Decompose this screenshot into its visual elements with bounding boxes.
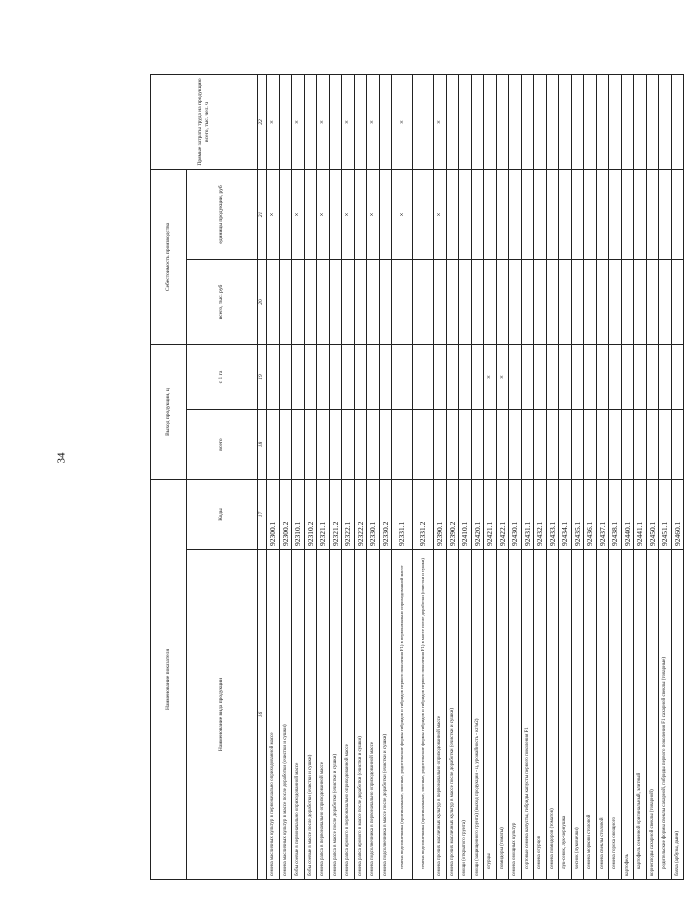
output-group-header: Выход продукции, ц [151, 344, 187, 479]
code-cell: 92331.1 [392, 480, 413, 550]
production-table [150, 74, 684, 880]
table-row [392, 74, 413, 879]
product-name-cell: лук-севок, лук-чернушка [559, 550, 572, 880]
value-cell [571, 169, 584, 259]
code-cell: 92431.1 [521, 480, 534, 550]
value-cell [521, 74, 534, 169]
value-cell: × [267, 169, 280, 259]
value-cell [267, 410, 280, 480]
value-cell [317, 259, 330, 344]
product-name-cell: семена прочих масличных культур в первоначально оприходованной массе [434, 550, 447, 880]
value-cell: × [292, 169, 305, 259]
value-cell [621, 169, 634, 259]
product-name-cell: семена моркови столовой [584, 550, 597, 880]
product-name-cell: бобы соевые в массе после доработки (очистки и сушки) [304, 550, 317, 880]
value-cell [459, 169, 472, 259]
code-cell: 92322.1 [342, 480, 355, 550]
value-cell [459, 259, 472, 344]
cost-unit-header: единицы продукции, руб [187, 169, 258, 259]
value-cell [329, 74, 342, 169]
value-cell [434, 259, 447, 344]
column-number: 16 [258, 550, 267, 880]
value-cell [671, 344, 684, 409]
value-cell [379, 259, 392, 344]
value-cell [634, 169, 647, 259]
value-cell [646, 169, 659, 259]
code-cell: 92300.2 [279, 480, 292, 550]
value-cell [534, 344, 547, 409]
table-row [413, 74, 434, 879]
column-numbers-row [258, 74, 267, 879]
code-cell: 92451.1 [659, 480, 672, 550]
table-row [484, 74, 497, 879]
value-cell [413, 169, 434, 259]
value-cell [304, 259, 317, 344]
table-row [559, 74, 572, 879]
value-cell [609, 169, 622, 259]
value-cell [559, 169, 572, 259]
value-cell [596, 410, 609, 480]
value-cell [546, 169, 559, 259]
value-cell [329, 169, 342, 259]
code-cell: 92430.1 [509, 480, 522, 550]
code-cell: 92441.1 [634, 480, 647, 550]
value-cell [521, 344, 534, 409]
product-name-cell: семена овощных культур [509, 550, 522, 880]
product-name-cell: овощи (защищенного грунта) (выход продукции - ц, урожайность - кг/м2) [471, 550, 484, 880]
value-cell [292, 259, 305, 344]
value-cell [329, 410, 342, 480]
code-cell: 92330.2 [379, 480, 392, 550]
value-cell [634, 344, 647, 409]
value-cell [634, 259, 647, 344]
table-row [459, 74, 472, 879]
value-cell [671, 74, 684, 169]
code-cell: 92331.2 [413, 480, 434, 550]
value-cell [413, 344, 434, 409]
code-cell: 92321.1 [317, 480, 330, 550]
value-cell [671, 259, 684, 344]
value-cell: × [342, 74, 355, 169]
value-cell [446, 259, 459, 344]
product-name-cell: родительские формы свеклы сахарной, гибриды первого поколения F1 сахарной свеклы (товарные) [659, 550, 672, 880]
table-row [546, 74, 559, 879]
output-per-ha-header: с 1 га [187, 344, 258, 409]
column-number: 22 [258, 74, 267, 169]
product-name-cell: семена помидоров (томатов) [546, 550, 559, 880]
value-cell [559, 410, 572, 480]
value-cell [584, 169, 597, 259]
code-cell: 92330.1 [367, 480, 380, 550]
code-cell: 92310.2 [304, 480, 317, 550]
value-cell [621, 74, 634, 169]
value-cell [317, 344, 330, 409]
table-row [609, 74, 622, 879]
value-cell [496, 169, 509, 259]
value-cell [354, 410, 367, 480]
value-cell: × [342, 169, 355, 259]
value-cell [446, 410, 459, 480]
value-cell: × [484, 344, 497, 409]
value-cell [279, 74, 292, 169]
product-name-cell: семена гороха овощного [609, 550, 622, 880]
value-cell [367, 344, 380, 409]
value-cell [609, 344, 622, 409]
value-cell [534, 74, 547, 169]
table-row [342, 74, 355, 879]
product-name-cell: семена прочих масличных культур в массе после доработки (очистки и сушки) [446, 550, 459, 880]
product-name-cell: картофель [621, 550, 634, 880]
table-row [367, 74, 380, 879]
value-cell [484, 74, 497, 169]
table-row [292, 74, 305, 879]
value-cell [304, 169, 317, 259]
value-cell [484, 259, 497, 344]
value-cell [546, 74, 559, 169]
value-cell [571, 259, 584, 344]
value-cell [659, 344, 672, 409]
value-cell [646, 410, 659, 480]
product-name-cell: бахча (арбузы, дыни) [671, 550, 684, 880]
value-cell [671, 169, 684, 259]
value-cell [304, 344, 317, 409]
table-row [571, 74, 584, 879]
code-cell: 92460.1 [671, 480, 684, 550]
value-cell: × [317, 74, 330, 169]
value-cell [279, 410, 292, 480]
code-cell: 92322.2 [354, 480, 367, 550]
value-cell [317, 410, 330, 480]
value-cell [329, 344, 342, 409]
code-cell: 92436.1 [584, 480, 597, 550]
product-name-cell: огурцы [484, 550, 497, 880]
value-cell [509, 259, 522, 344]
value-cell [609, 410, 622, 480]
value-cell [646, 74, 659, 169]
code-cell: 92440.1 [621, 480, 634, 550]
code-cell: 92300.1 [267, 480, 280, 550]
value-cell: × [496, 344, 509, 409]
table-row [646, 74, 659, 879]
value-cell [596, 74, 609, 169]
value-cell [559, 344, 572, 409]
value-cell [434, 344, 447, 409]
cost-total-header: всего, тыс. руб [187, 259, 258, 344]
table-row [659, 74, 672, 879]
value-cell [354, 74, 367, 169]
value-cell [571, 344, 584, 409]
table-row [509, 74, 522, 879]
value-cell [621, 410, 634, 480]
product-name-cell: семена свеклы столовой [596, 550, 609, 880]
code-cell: 92321.2 [329, 480, 342, 550]
value-cell [304, 410, 317, 480]
column-number: 19 [258, 344, 267, 409]
column-number: 20 [258, 259, 267, 344]
value-cell [471, 259, 484, 344]
value-cell [659, 74, 672, 169]
page-number: 34 [55, 452, 68, 464]
value-cell [379, 74, 392, 169]
value-cell [446, 74, 459, 169]
table-row [279, 74, 292, 879]
value-cell [521, 169, 534, 259]
code-cell: 92450.1 [646, 480, 659, 550]
product-name-cell: семена подсолнечника (оригинальные, элитные, родительские формы гибридов и гибридов первого поколения F1) в массе после доработки (очистки и сушки) [413, 550, 434, 880]
value-cell [584, 344, 597, 409]
value-cell [367, 259, 380, 344]
value-cell: × [317, 169, 330, 259]
code-cell: 92420.1 [471, 480, 484, 550]
code-cell: 92390.2 [446, 480, 459, 550]
codes-header: Коды [187, 480, 258, 550]
value-cell [509, 410, 522, 480]
direct-labor-header: Прямые затраты труда на продукцию всего, тыс. чел. ч [151, 74, 258, 169]
product-name-header: Наименование вида продукции [187, 550, 258, 880]
product-name-cell: сортовые семена капусты, гибриды капусты первого поколения F1 [521, 550, 534, 880]
value-cell [379, 169, 392, 259]
code-cell: 92434.1 [559, 480, 572, 550]
value-cell [609, 74, 622, 169]
value-cell [509, 169, 522, 259]
value-cell: × [367, 74, 380, 169]
value-cell [267, 259, 280, 344]
value-cell [459, 74, 472, 169]
value-cell [471, 169, 484, 259]
product-name-cell: семена подсолнечника в массе после доработки (очистки и сушки) [379, 550, 392, 880]
value-cell [509, 344, 522, 409]
value-cell [329, 259, 342, 344]
value-cell [392, 344, 413, 409]
product-name-cell: картофель семенной оригинальный, элитный [634, 550, 647, 880]
value-cell [496, 259, 509, 344]
table-row [434, 74, 447, 879]
report-sheet [150, 75, 682, 880]
table-row [584, 74, 597, 879]
table-row [634, 74, 647, 879]
value-cell [521, 259, 534, 344]
value-cell [379, 344, 392, 409]
product-name-cell: помидоры (томаты) [496, 550, 509, 880]
column-number: 21 [258, 169, 267, 259]
value-cell [596, 259, 609, 344]
value-cell: × [292, 74, 305, 169]
value-cell [434, 410, 447, 480]
product-name-cell: бобы соевые в первоначально оприходованной массе [292, 550, 305, 880]
product-name-cell: семена подсолнечника (оригинальные, элитные, родительские формы гибридов и гибридов первого поколения F1) в первоначально оприходованной массе [392, 550, 413, 880]
product-name-cell: чеснок (луковички) [571, 550, 584, 880]
value-cell [571, 410, 584, 480]
value-cell: × [434, 169, 447, 259]
value-cell [471, 410, 484, 480]
table-row [671, 74, 684, 879]
table-body [267, 74, 684, 879]
value-cell [546, 259, 559, 344]
table-row [446, 74, 459, 879]
product-name-cell: овощи (открытого грунта) [459, 550, 472, 880]
value-cell [646, 344, 659, 409]
value-cell [659, 169, 672, 259]
table-row [267, 74, 280, 879]
value-cell [621, 259, 634, 344]
value-cell [267, 344, 280, 409]
code-cell: 92310.1 [292, 480, 305, 550]
column-number: 18 [258, 410, 267, 480]
value-cell [659, 410, 672, 480]
value-cell [292, 344, 305, 409]
code-cell: 92433.1 [546, 480, 559, 550]
code-cell: 92421.1 [484, 480, 497, 550]
table-row [317, 74, 330, 879]
value-cell [413, 410, 434, 480]
table-row [354, 74, 367, 879]
code-cell: 92437.1 [596, 480, 609, 550]
value-cell [459, 344, 472, 409]
value-cell [584, 259, 597, 344]
value-cell: × [392, 169, 413, 259]
value-cell [354, 169, 367, 259]
value-cell [559, 74, 572, 169]
product-name-cell: семена огурцов [534, 550, 547, 880]
product-name-cell: семена масличных культур в массе после доработки (очистки и сушки) [279, 550, 292, 880]
product-name-cell: семена рапса ярового в массе после доработки (очистки и сушки) [354, 550, 367, 880]
value-cell: × [367, 169, 380, 259]
value-cell [446, 169, 459, 259]
value-cell [342, 259, 355, 344]
value-cell [279, 169, 292, 259]
table-row [596, 74, 609, 879]
code-cell: 92435.1 [571, 480, 584, 550]
product-name-cell: корнеплоды сахарной свеклы (товарной) [646, 550, 659, 880]
value-cell [484, 410, 497, 480]
value-cell [354, 344, 367, 409]
value-cell [534, 259, 547, 344]
value-cell [509, 74, 522, 169]
value-cell: × [434, 74, 447, 169]
value-cell [342, 344, 355, 409]
code-cell: 92422.1 [496, 480, 509, 550]
value-cell [471, 74, 484, 169]
product-name-cell: семена подсолнечника в первоначально оприходованной массе [367, 550, 380, 880]
value-cell [534, 169, 547, 259]
code-cell: 92438.1 [609, 480, 622, 550]
value-cell [392, 410, 413, 480]
value-cell [609, 259, 622, 344]
table-row [329, 74, 342, 879]
table-row [621, 74, 634, 879]
code-cell: 92432.1 [534, 480, 547, 550]
value-cell [354, 259, 367, 344]
value-cell [621, 344, 634, 409]
table-row [379, 74, 392, 879]
table-row [521, 74, 534, 879]
value-cell: × [392, 74, 413, 169]
value-cell [534, 410, 547, 480]
value-cell [671, 410, 684, 480]
value-cell [379, 410, 392, 480]
value-cell [634, 74, 647, 169]
product-name-cell: семена рапса в первоначально оприходованной массе [317, 550, 330, 880]
table-row [471, 74, 484, 879]
value-cell [459, 410, 472, 480]
value-cell [471, 344, 484, 409]
value-cell [521, 410, 534, 480]
value-cell [546, 344, 559, 409]
value-cell [413, 74, 434, 169]
value-cell [279, 344, 292, 409]
value-cell: × [267, 74, 280, 169]
value-cell [342, 410, 355, 480]
value-cell [292, 410, 305, 480]
value-cell [279, 259, 292, 344]
value-cell [596, 169, 609, 259]
product-name-cell: семена рапса в массе после доработки (очистки и сушки) [329, 550, 342, 880]
table-row [496, 74, 509, 879]
value-cell [571, 74, 584, 169]
value-cell [584, 74, 597, 169]
value-cell [367, 410, 380, 480]
value-cell [546, 410, 559, 480]
column-number: 17 [258, 480, 267, 550]
code-cell: 92410.1 [459, 480, 472, 550]
indicator-name-header: Наименование показателя [151, 480, 187, 880]
value-cell [634, 410, 647, 480]
output-total-header: всего [187, 410, 258, 480]
product-name-cell: семена рапса ярового в первоначально оприходованной массе [342, 550, 355, 880]
value-cell [413, 259, 434, 344]
value-cell [646, 259, 659, 344]
cost-group-header: Себестоимость производства [151, 169, 187, 344]
value-cell [596, 344, 609, 409]
value-cell [584, 410, 597, 480]
value-cell [659, 259, 672, 344]
table-row [534, 74, 547, 879]
value-cell [392, 259, 413, 344]
value-cell [304, 74, 317, 169]
code-cell: 92390.1 [434, 480, 447, 550]
value-cell [496, 410, 509, 480]
value-cell [446, 344, 459, 409]
value-cell [559, 259, 572, 344]
table-row [304, 74, 317, 879]
value-cell [484, 169, 497, 259]
value-cell [496, 74, 509, 169]
product-name-cell: семена масличных культур в первоначально оприходованной массе [267, 550, 280, 880]
